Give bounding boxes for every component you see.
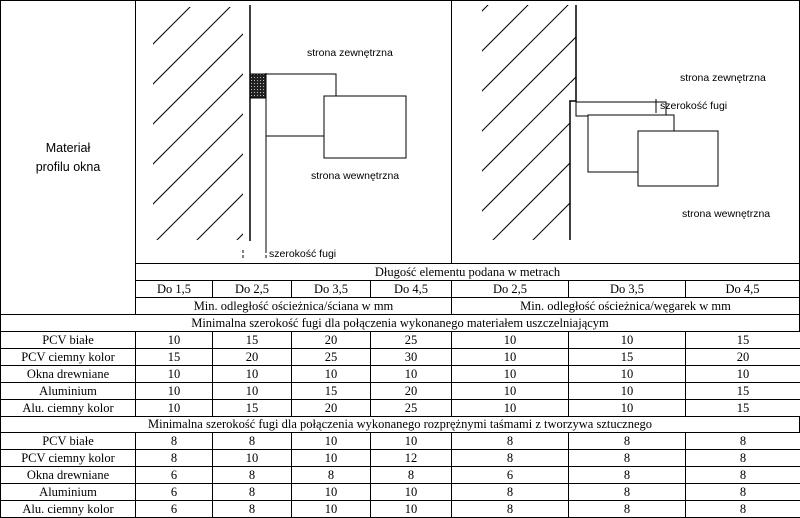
material-name: Aluminium — [0, 483, 136, 501]
table-cell: 25 — [291, 348, 371, 366]
table-cell: 8 — [685, 449, 800, 467]
table-cell: 15 — [291, 382, 371, 400]
length-col-6: Do 3,5 — [568, 280, 686, 298]
table-cell: 15 — [685, 382, 800, 400]
material-name: PCV ciemny kolor — [0, 449, 136, 467]
table-cell: 10 — [451, 331, 569, 349]
table-cell: 10 — [212, 365, 292, 383]
table-cell: 6 — [135, 483, 213, 501]
table-cell: 8 — [212, 500, 292, 518]
joint-width-label: szerokość fugi — [269, 248, 337, 260]
table-cell: 10 — [451, 365, 569, 383]
table-cell: 15 — [212, 331, 292, 349]
table-cell: 20 — [291, 331, 371, 349]
table-cell: 10 — [291, 483, 371, 501]
table-cell: 8 — [568, 500, 686, 518]
window-frame-inner-rebate — [638, 131, 718, 186]
table-cell: 10 — [135, 331, 213, 349]
table-cell: 20 — [291, 399, 371, 417]
table-cell: 8 — [370, 466, 452, 484]
table-cell: 10 — [212, 382, 292, 400]
table-cell: 15 — [685, 331, 800, 349]
table-cell: 8 — [568, 432, 686, 450]
table-cell: 20 — [370, 382, 452, 400]
table-cell: 6 — [135, 500, 213, 518]
table-cell: 10 — [451, 399, 569, 417]
section2-title: Minimalna szerokość fugi dla połączenia wykonanego rozprężnymi taśmami z tworzywa sztucznego — [0, 416, 800, 433]
table-cell: 15 — [685, 399, 800, 417]
section1-title: Minimalna szerokość fugi dla połączenia wykonanego materiałem uszczelniającym — [0, 314, 800, 332]
table-cell: 8 — [212, 432, 292, 450]
table-cell: 10 — [568, 365, 686, 383]
material-name: Okna drewniane — [0, 466, 136, 484]
table-cell: 10 — [685, 365, 800, 383]
table-cell: 8 — [451, 500, 569, 518]
table-cell: 10 — [451, 348, 569, 366]
outer-side-label-right: strona zewnętrzna — [680, 72, 766, 84]
table-cell: 8 — [451, 483, 569, 501]
table-cell: 10 — [291, 365, 371, 383]
length-col-7: Do 4,5 — [685, 280, 800, 298]
table-cell: 8 — [212, 483, 292, 501]
material-name: Alu. ciemny kolor — [0, 500, 136, 518]
table-cell: 10 — [370, 365, 452, 383]
table-cell: 10 — [568, 331, 686, 349]
table-cell: 8 — [212, 466, 292, 484]
diagram-rebate-joint — [452, 1, 799, 263]
table-cell: 10 — [135, 399, 213, 417]
material-header-line2: profilu okna — [35, 159, 101, 174]
window-frame-outer-rebate — [576, 102, 666, 116]
joint-width-label-right: szerokość fugi — [660, 100, 728, 112]
wall-hatch — [136, 1, 286, 263]
table-cell: 20 — [212, 348, 292, 366]
inner-side-label-right: strona wewnętrzna — [682, 208, 771, 220]
length-col-1: Do 1,5 — [135, 280, 213, 298]
table-cell: 8 — [568, 449, 686, 467]
table-cell: 8 — [685, 500, 800, 518]
diagram-rebate-joint-cell — [451, 0, 800, 264]
table-cell: 15 — [568, 348, 686, 366]
diagram-wall-joint — [136, 1, 451, 263]
table-cell: 10 — [451, 382, 569, 400]
left-subheader: Min. odległość ościeżnica/ściana w mm — [135, 297, 452, 315]
table-cell: 15 — [212, 399, 292, 417]
table-cell: 8 — [685, 466, 800, 484]
table-cell: 10 — [291, 449, 371, 467]
length-header: Długość elementu podana w metrach — [135, 263, 800, 281]
outer-side-label: strona zewnętrzna — [307, 47, 393, 59]
table-cell: 10 — [370, 483, 452, 501]
table-cell: 6 — [135, 466, 213, 484]
table-cell: 10 — [568, 382, 686, 400]
material-header-line1: Materiał — [45, 141, 91, 156]
length-col-4: Do 4,5 — [370, 280, 452, 298]
table-cell: 20 — [685, 348, 800, 366]
table-cell: 8 — [135, 449, 213, 467]
length-col-2: Do 2,5 — [212, 280, 292, 298]
table-cell: 8 — [291, 466, 371, 484]
table-cell: 8 — [685, 432, 800, 450]
material-name: PCV białe — [0, 432, 136, 450]
table-cell: 10 — [291, 500, 371, 518]
table-cell: 10 — [370, 432, 452, 450]
table-cell: 10 — [370, 500, 452, 518]
inner-side-label: strona wewnętrzna — [311, 170, 400, 182]
table-cell: 6 — [451, 466, 569, 484]
table-cell: 8 — [451, 449, 569, 467]
table-cell: 10 — [568, 399, 686, 417]
material-header-cell — [0, 0, 136, 315]
length-col-5: Do 2,5 — [451, 280, 569, 298]
table-cell: 30 — [370, 348, 452, 366]
sealant-block — [250, 74, 266, 98]
length-col-3: Do 3,5 — [291, 280, 371, 298]
table-cell: 10 — [212, 449, 292, 467]
table-cell: 10 — [135, 365, 213, 383]
table-cell: 15 — [135, 348, 213, 366]
material-name: Aluminium — [0, 382, 136, 400]
table-cell: 8 — [568, 466, 686, 484]
window-frame-inner — [324, 96, 406, 158]
diagram-wall-joint-cell — [135, 0, 452, 264]
material-name: Alu. ciemny kolor — [0, 399, 136, 417]
table-cell: 8 — [685, 483, 800, 501]
table-cell: 12 — [370, 449, 452, 467]
table-cell: 25 — [370, 399, 452, 417]
material-name: PCV ciemny kolor — [0, 348, 136, 366]
table-cell: 10 — [135, 382, 213, 400]
table-cell: 25 — [370, 331, 452, 349]
table-cell: 8 — [135, 432, 213, 450]
table-cell: 10 — [291, 432, 371, 450]
right-subheader: Min. odległość ościeżnica/węgarek w mm — [451, 297, 800, 315]
table-cell: 8 — [451, 432, 569, 450]
material-name: Okna drewniane — [0, 365, 136, 383]
material-name: PCV białe — [0, 331, 136, 349]
table-cell: 8 — [568, 483, 686, 501]
